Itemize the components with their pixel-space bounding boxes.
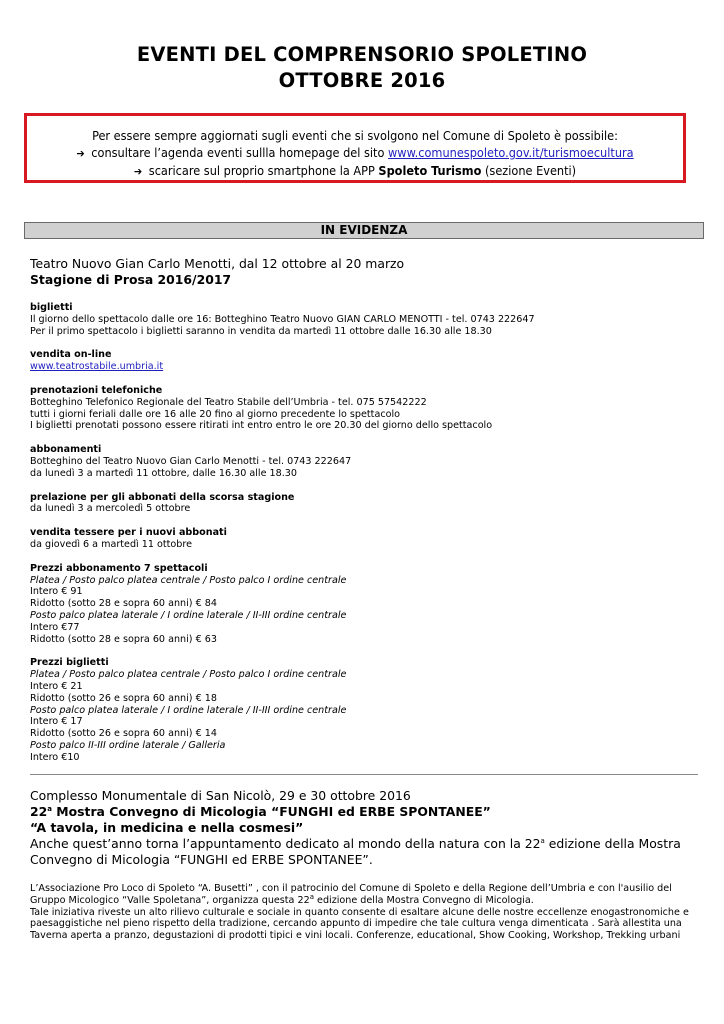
arrow-right-icon: ➔ xyxy=(133,165,143,178)
page-title-line-1: EVENTI DEL COMPRENSORIO SPOLETINO xyxy=(136,43,588,66)
section-divider xyxy=(30,774,698,775)
text-line: Ridotto (sotto 28 e sopra 60 anni) € 84 xyxy=(30,598,217,610)
page-title xyxy=(0,42,724,94)
event-description-1 xyxy=(30,883,702,907)
event-heading xyxy=(30,804,702,820)
text-line: L’Associazione Pro Loco di Spoleto “A. Busetti” , con il patrocinio del Comune di Spoleto e della Regione dell’Umbria e con l'ausilio del xyxy=(30,883,672,894)
notice-item-app xyxy=(27,162,683,180)
event-description-2 xyxy=(30,907,702,942)
text-run: edizione della Mostra Convegno di Micologia. xyxy=(314,894,534,906)
heading-text: Mostra Convegno di Micologia “FUNGHI ed ERBE SPONTANEE” xyxy=(51,804,491,819)
notice-app-text: scaricare sul proprio smartphone la APP xyxy=(148,163,379,178)
comunespoleto-link[interactable]: www.comunespoleto.gov.it/turismoecultura xyxy=(388,145,634,160)
text-line: Intero € 17 xyxy=(30,716,83,728)
text-line: Taverna aperta a pranzo, degustazioni di prodotti tipici e vini locali. Conferenze, educational, Show Cooking, Workshop, Trekking urbani xyxy=(30,930,681,942)
section-biglietti xyxy=(30,302,702,337)
section-vendita-online xyxy=(30,349,702,373)
text-line: Intero €77 xyxy=(30,621,80,633)
text-line: Posto palco II-III ordine laterale / Galleria xyxy=(30,739,226,751)
text-line: Ridotto (sotto 26 e sopra 60 anni) € 14 xyxy=(30,728,217,740)
section-label: prenotazioni telefoniche xyxy=(30,384,163,396)
section-prezzi-abbonamento xyxy=(30,563,702,646)
text-line: Per il primo spettacolo i biglietti saranno in vendita da martedì 11 ottobre dalle 16.30 alle 18.30 xyxy=(30,325,492,337)
text-line: da giovedì 6 a martedì 11 ottobre xyxy=(30,538,192,550)
text-line: Intero € 21 xyxy=(30,680,83,692)
arrow-right-icon: ➔ xyxy=(76,147,85,160)
text-line: I biglietti prenotati possono essere ritirati int entro entro le ore 20.30 del giorno dello spettacolo xyxy=(30,420,493,432)
text-line: Ridotto (sotto 26 e sopra 60 anni) € 18 xyxy=(30,692,217,704)
ordinal-sup: a xyxy=(47,804,52,813)
text-line: da lunedì 3 a mercoledì 5 ottobre xyxy=(30,503,191,515)
event-stagione-prosa xyxy=(30,256,702,764)
text-line: Botteghino Telefonico Regionale del Teatro Stabile dell’Umbria - tel. 075 57542222 xyxy=(30,396,427,408)
text-line: tutti i giorni feriali dalle ore 16 alle 20 fino al giorno precedente lo spettacolo xyxy=(30,408,401,420)
text-line: Il giorno dello spettacolo dalle ore 16: Botteghino Teatro Nuovo GIAN CARLO MENOTTI - tel. 0743 222647 xyxy=(30,313,535,325)
event-venue: Teatro Nuovo Gian Carlo Menotti, dal 12 ottobre al 20 marzo xyxy=(30,256,405,271)
text-line: Convegno di Micologia “FUNGHI ed ERBE SPONTANEE”. xyxy=(30,852,373,867)
section-prenotazioni xyxy=(30,385,702,432)
text-line: paesaggistiche nel pieno rispetto della tradizione, cercando appunto di impedire che tale cultura venga dimenticata . Sarà allestita una xyxy=(30,918,682,930)
text-line: da lunedì 3 a martedì 11 ottobre, dalle 16.30 alle 18.30 xyxy=(30,467,298,479)
text-line: Intero € 91 xyxy=(30,586,83,598)
page-title-line-2: OTTOBRE 2016 xyxy=(278,69,446,92)
section-tessere xyxy=(30,527,702,551)
event-venue: Complesso Monumentale di San Nicolò, 29 e 30 ottobre 2016 xyxy=(30,788,411,803)
notice-app-tail: (sezione Eventi) xyxy=(481,163,577,178)
section-band-in-evidenza: IN EVIDENZA xyxy=(24,222,704,239)
event-subtitle: “A tavola, in medicina e nella cosmesi” xyxy=(30,820,304,835)
teatrostabile-link[interactable]: www.teatrostabile.umbria.it xyxy=(30,361,164,373)
notice-box xyxy=(24,113,686,183)
section-label: prelazione per gli abbonati della scorsa stagione xyxy=(30,491,295,503)
section-prelazione xyxy=(30,492,702,516)
text-line: Platea / Posto palco platea centrale / Posto palco I ordine centrale xyxy=(30,574,347,586)
text-line: Botteghino del Teatro Nuovo Gian Carlo Menotti - tel. 0743 222647 xyxy=(30,455,352,467)
text-line: Posto palco platea laterale / I ordine laterale / II-III ordine centrale xyxy=(30,609,347,621)
section-prezzi-biglietti xyxy=(30,657,702,763)
notice-app-name: Spoleto Turismo xyxy=(378,163,482,178)
event-mostra-micologia xyxy=(30,788,702,942)
text-run: Anche quest’anno torna l’appuntamento dedicato al mondo della natura con la 22 xyxy=(30,836,541,851)
ordinal-sup: a xyxy=(309,892,314,901)
section-label: vendita on-line xyxy=(30,349,112,361)
section-label: abbonamenti xyxy=(30,444,102,456)
section-label: Prezzi biglietti xyxy=(30,657,109,669)
ordinal-sup: a xyxy=(540,836,545,845)
text-line: Posto palco platea laterale / I ordine laterale / II-III ordine centrale xyxy=(30,704,347,716)
section-label: Prezzi abbonamento 7 spettacoli xyxy=(30,562,208,574)
text-run: edizione della Mostra xyxy=(544,836,681,851)
notice-homepage-text: consultare l’agenda eventi sullla homepage del sito xyxy=(91,145,389,160)
notice-item-homepage xyxy=(27,144,683,162)
section-abbonamenti xyxy=(30,444,702,479)
text-line: Platea / Posto palco platea centrale / Posto palco I ordine centrale xyxy=(30,669,347,681)
event-heading: Stagione di Prosa 2016/2017 xyxy=(30,272,232,287)
section-label: biglietti xyxy=(30,302,73,313)
text-line: Tale iniziativa riveste un alto rilievo culturale e sociale in quanto consente di esaltare alcune delle nostre eccellenze enogastronomiche e xyxy=(30,906,689,918)
heading-number: 22 xyxy=(30,804,48,819)
notice-intro: Per essere sempre aggiornati sugli eventi che si svolgono nel Comune di Spoleto è possibile: xyxy=(92,128,618,143)
text-run: Gruppo Micologico “Valle Spoletana”, organizza questa 22 xyxy=(30,894,310,906)
text-line: Intero €10 xyxy=(30,751,80,763)
text-line: Ridotto (sotto 28 e sopra 60 anni) € 63 xyxy=(30,633,217,645)
event-intro xyxy=(30,836,702,868)
section-label: vendita tessere per i nuovi abbonati xyxy=(30,527,227,539)
